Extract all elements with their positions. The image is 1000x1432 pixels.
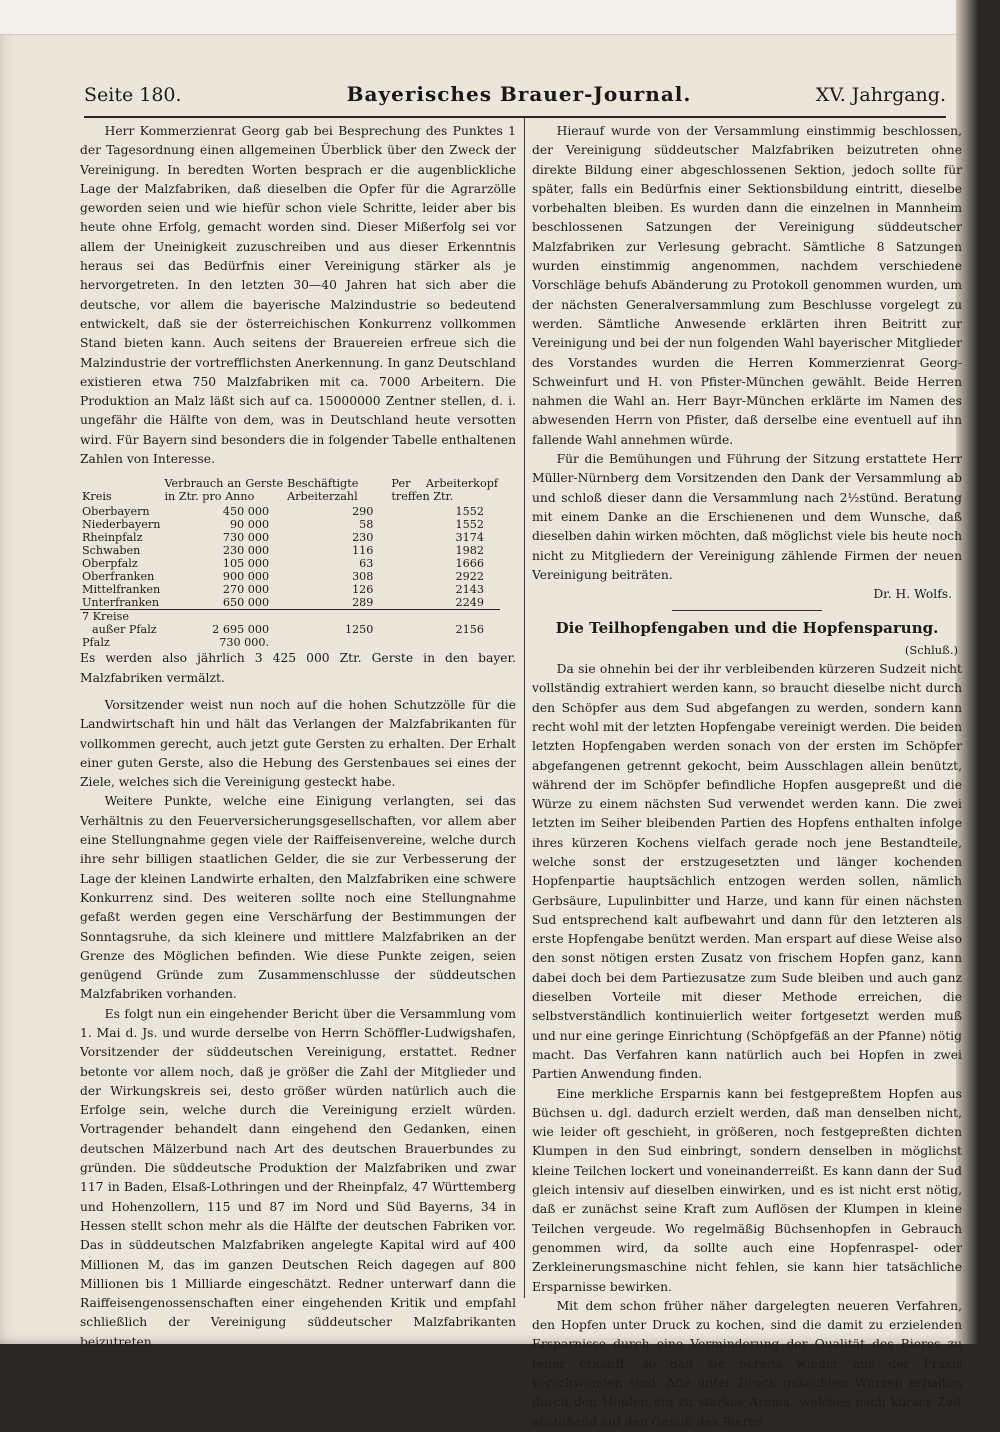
cell-kopf: 1982 [455, 544, 484, 558]
cell-kreis: Mittelfranken [82, 583, 161, 597]
cell-kreis: Pfalz [82, 636, 110, 650]
table-sum-row [80, 610, 500, 624]
cell-arbeiter: 290 [352, 505, 374, 519]
cell-verbrauch: 900 000 [222, 570, 270, 584]
cell-kreis: Rheinpfalz [82, 531, 143, 545]
volume-label: XV. Jahrgang. [815, 84, 946, 106]
cell-kreis: Schwaben [82, 544, 141, 558]
cell-kreis: Oberpfalz [82, 557, 138, 571]
cell-kreis: Unterfranken [82, 596, 160, 610]
table-row [80, 636, 500, 649]
paragraph: Hierauf wurde von der Versammlung einstimmig beschlossen, der Vereinigung süddeutscher Malzfabriken beizutreten ohne direkte Bildung einer abgeschlossenen Sektion, jedoch sollte für später, falls ein Bedürfnis einer Sektionsbildung eintritt, dieselbe vorbehalten bleiben. Es wurden dann die einzelnen in Mannheim beschlossenen Satzungen der Vereinigung süddeutscher Malzfabriken zur Verlesung gebracht. Sämtliche 8 Satzungen wurden einstimmig angenommen, nachdem verschiedene Vorschläge behufs Abänderung zu Protokoll genommen wurden, um der nächsten Generalversammlung zum Beschlusse vorgelegt zu werden. Sämtliche Anwesende erklärten ihren Beitritt zur Vereinigung und bei der nun folgenden Wahl bayerischer Mitglieder des Vorstandes wurden die Herren Kommerzienrat Georg-Schweinfurt und H. von Pfister-München gewählt. Beide Herren nahmen die Wahl an. Herr Bayr-München erklärte im Namen des abwesenden Herrn von Pfister, daß derselbe eine eventuell auf ihn fallende Wahl annehmen würde. [532, 124, 962, 447]
cell-arbeiter: 289 [352, 596, 374, 610]
table-row [80, 531, 500, 544]
cell-arbeiter: 230 [352, 531, 374, 545]
cell-arbeiter: 116 [352, 544, 374, 558]
section-divider [672, 610, 822, 611]
table-row [80, 544, 500, 557]
left-column [80, 122, 516, 1352]
column-header-verbrauch: Verbrauch an Gerste in Ztr. pro Anno [164, 477, 284, 504]
cell-kopf: 1552 [455, 518, 484, 532]
paragraph: Mit dem schon früher näher dargelegten neueren Verfahren, den Hopfen unter Druck zu kochen, sind die damit zu erzielenden Ersparnisse durch eine Verminderung der Qualität des Bieres zu teuer erkauft, so daß sie bereits wieder aus der Praxis verschwunden sind. Alle unter Druck gekochten Würzen erhalten durch den Hopfen ein zu starkes Aroma, welches nach kurzer Zeit abstoßend auf den Genuß des Bieres [532, 1298, 962, 1429]
cell-verbrauch: 90 000 [229, 518, 270, 532]
page-number: Seite 180. [84, 84, 182, 106]
signature: Dr. H. Wolfs. [873, 587, 952, 602]
cell-arbeiter: 126 [352, 583, 374, 597]
table-row [80, 596, 500, 610]
page-header [84, 80, 946, 112]
cell-verbrauch: 730 000. [219, 636, 270, 650]
article-title: Die Teilhopfengaben und die Hopfensparung. [555, 619, 939, 638]
cell-arbeiter: 58 [359, 518, 374, 532]
paragraph: Herr Kommerzienrat Georg gab bei Besprechung des Punktes 1 der Tagesordnung einen allgemeinen Überblick über den Zweck der Vereinigung. In beredten Worten besprach er die augenblickliche Lage der Malzfabriken, daß dieselben die Opfer für die Agrarzölle geworden seien und wie hiefür schon viele Schritte, leider aber bis heute ohne Erfolg, gemacht worden sind. Dieser Mißerfolg sei vor allem der Uneinigkeit zuzuschreiben und aus dieser Erkenntnis heraus sei das Bedürfnis einer Vereinigung stärker als je hervorgetreten. In den letzten 30—40 Jahren hat sich aber die deutsche, vor allem die bayerische Malzindustrie so bedeutend entwickelt, daß sie der österreichischen Konkurrenz vollkommen Stand bieten kann. Auch seitens der Brauereien erfreue sich die Malzindustrie der vortrefflichsten Anerkennung. In ganz Deutschland existieren etwa 750 Malzfabriken mit ca. 7000 Arbeitern. Die Produktion an Malz läßt sich auf ca. 15000000 Zentner stellen, d. i. ungefähr die Hälfte von dem, was in Deutschland heute versotten wird. Für Bayern sind besonders die in folgender Tabelle enthaltenen Zahlen von Interesse. [80, 124, 516, 467]
cell-verbrauch: 270 000 [222, 583, 270, 597]
paragraph: Vorsitzender weist nun noch auf die hohen Schutzzölle für die Landwirtschaft hin und hält das Verlangen der Malzfabrikanten für vollkommen gerecht, auch jetzt gute Gersten zu erhalten. Der Erhalt einer guten Gerste, also die Hebung des Gerstenbaues sei eines der Ziele, welches sich die Vereinigung gesteckt habe. [80, 697, 516, 790]
journal-title: Bayerisches Brauer-Journal. [346, 82, 692, 106]
header-rule [84, 116, 946, 118]
cell-verbrauch: 230 000 [222, 544, 270, 558]
cell-sum-verbrauch: 2 695 000 [212, 623, 270, 637]
table-sum-row [80, 623, 500, 636]
paragraph: Eine merkliche Ersparnis kann bei festgepreßtem Hopfen aus Büchsen u. dgl. dadurch erzielt werden, daß man denselben nicht, wie leider oft geschieht, in größeren, noch festgepreßten dichten Klumpen in den Sud einbringt, sondern denselben in möglichst kleine Teilchen lockert und voneinanderreißt. Es kann dann der Sud gleich intensiv auf dieselben einwirken, und es ist nicht erst nötig, daß er zunächst seine Kraft zum Auflösen der Klumpen in kleine Teilchen vergeude. Wo regelmäßig Büchsenhopfen in Gebrauch genommen wird, da sollte auch eine Hopfenraspel- oder Zerkleinerungsmaschine nicht fehlen, sie kann hier tatsächliche Ersparnisse bewirken. [532, 1086, 962, 1294]
cell-kopf: 2249 [455, 596, 484, 610]
cell-sum-arbeiter: 1250 [344, 623, 374, 637]
cell-verbrauch: 730 000 [222, 531, 270, 545]
cell-kreis: Niederbayern [82, 518, 161, 532]
column-header-kopf: Per Arbeiterkopf treffen Ztr. [391, 477, 498, 504]
cell-kreis: Oberbayern [82, 505, 150, 519]
table-header-row [80, 477, 500, 505]
right-column [532, 122, 962, 1432]
table-row [80, 570, 500, 583]
paragraph: Weitere Punkte, welche eine Einigung verlangten, sei das Verhältnis zu den Feuerversicherungsgesellschaften, vor allem aber eine Stellungnahme gegen viele der Raiffeisenvereine, welche durch ihre sehr billigen staatlichen Gelder, die sie zur Verbesserung der Lage der kleinen Landwirte erhalten, den Malzfabriken eine schwere Konkurrenz sind. Des weiteren sollte noch eine Stellungnahme gefaßt werden gegen eine Verschärfung der Bestimmungen der Sonntagsruhe, da sich kleinere und mittlere Malzfabriken an der Grenze des Möglichen befinden. Wie diese Punkte zeigen, seien genügend Gründe zum Zusammenschlusse der süddeutschen Malzfabriken vorhanden. [80, 794, 516, 1002]
column-header-arbeiter: Beschäftigte Arbeiterzahl [287, 477, 359, 504]
table-note: Es werden also jährlich 3 425 000 Ztr. Gerste in den bayer. Malzfabriken vermälzt. [80, 651, 516, 685]
cell-sum-label: außer Pfalz [92, 623, 157, 637]
paragraph: Es folgt nun ein eingehender Bericht über die Versammlung vom 1. Mai d. Js. und wurde derselbe von Herrn Schöffler-Ludwigshafen, Vorsitzender der süddeutschen Vereinigung, erstattet. Redner betonte vor allem noch, daß je größer die Zahl der Mitglieder und der Wirkungskreis sei, desto größer würden natürlich auch die Erfolge sein, welche durch die Vereinigung erzielt würden. Vortragender behandelt dann eingehend den Gedanken, einen deutschen Mälzerbund nach Art des deutschen Brauerbundes zu gründen. Die süddeutsche Produktion der Malzfabriken und zwar 117 in Baden, Elsaß-Lothringen und der Rheinpfalz, 47 Württemberg und Hohenzollern, 115 und 87 im Nord und Süd Bayerns, 34 in Hessen stellt schon mehr als die Hälfte der deutschen Fabriken vor. Das in süddeutschen Malzfabriken angelegte Kapital wird auf 400 Millionen M, das im ganzen Deutschen Reich dagegen auf 800 Millionen bis 1 Milliarde eingeschätzt. Redner unterwarf dann die Raiffeisengenossenschaften einer eingehenden Kritik und empfahl schließlich der Vereinigung süddeutscher Malzfabrikanten beizutreten. [80, 1006, 516, 1349]
cell-sum-label: 7 Kreise [80, 610, 162, 624]
paragraph: Da sie ohnehin bei der ihr verbleibenden kürzeren Sudzeit nicht vollständig extrahiert werden kann, so braucht dieselbe nicht durch den Schöpfer aus dem Sud abgefangen zu werden, sondern kann recht wohl mit der letzten Hopfengabe vereinigt werden. Die beiden letzten Hopfengaben werden sonach von der ersten im Schöpfer abgefangenen getrennt gekocht, beim Ausschlagen allein benützt, während der im Schöpfer befindliche Hopfen ausgepreßt und die Würze zu einem nächsten Sud verwendet werden kann. Die zwei letzten im Seiher bleibenden Partien des Hopfens enthalten infolge ihres kürzeren Kochens vielfach gerade noch jene Bestandteile, welche sonst der erstzugesetzten und länger kochenden Hopfenpartie hauptsächlich entzogen werden sollen, nämlich Gerbsäure, Lupulinbitter und Harze, und kann für einen nächsten Sud entsprechend kalt aufbewahrt und dann für den letzteren als erste Hopfengabe benützt werden. Man erspart auf diese Weise also den sonst nötigen ersten Zusatz von frischem Hopfen ganz, kann dabei doch bei dem Partiezusatze zum Sude bleiben und auch ganz dieselben Vorteile mit dieser Methode erreichen, die selbstverständlich kontinuierlich weiter fortgesetzt werden muß und nur eine geringe Einrichtung (Schöpfgefäß an der Pfanne) nötig macht. Das Verfahren kann natürlich auch bei Hopfen in zwei Partien Anwendung finden. [532, 662, 962, 1082]
malt-statistics-table [80, 477, 500, 649]
column-header-kreis: Kreis [82, 490, 112, 504]
paragraph: Für die Bemühungen und Führung der Sitzung erstattete Herr Müller-Nürnberg dem Vorsitzenden den Dank der Versammlung ab und schloß dieser dann die Versammlung nach 2½stünd. Beratung mit einem Danke an die Erschienenen und dem Wunsche, daß dieselben dahin wirken möchten, daß möglichst viele bis heute noch nicht zu Mitgliedern der Vereinigung zählende Firmen der neuen Vereinigung beiträten. [532, 452, 962, 582]
article-note: (Schluß.) [904, 642, 958, 657]
cell-kopf: 2143 [455, 583, 484, 597]
cell-kopf: 3174 [455, 531, 484, 545]
cell-verbrauch: 450 000 [222, 505, 270, 519]
cell-verbrauch: 105 000 [222, 557, 270, 571]
table-row [80, 518, 500, 531]
column-separator [524, 118, 525, 1298]
cell-kopf: 1552 [455, 505, 484, 519]
cell-arbeiter: 63 [359, 557, 374, 571]
table-row [80, 505, 500, 518]
table-row [80, 557, 500, 570]
cell-kreis: Oberfranken [82, 570, 155, 584]
cell-sum-kopf: 2156 [455, 623, 484, 637]
page-top-edge [0, 0, 978, 35]
cell-arbeiter: 308 [352, 570, 374, 584]
table-row [80, 583, 500, 596]
cell-kopf: 2922 [455, 570, 484, 584]
cell-kopf: 1666 [455, 557, 484, 571]
cell-verbrauch: 650 000 [222, 596, 270, 610]
